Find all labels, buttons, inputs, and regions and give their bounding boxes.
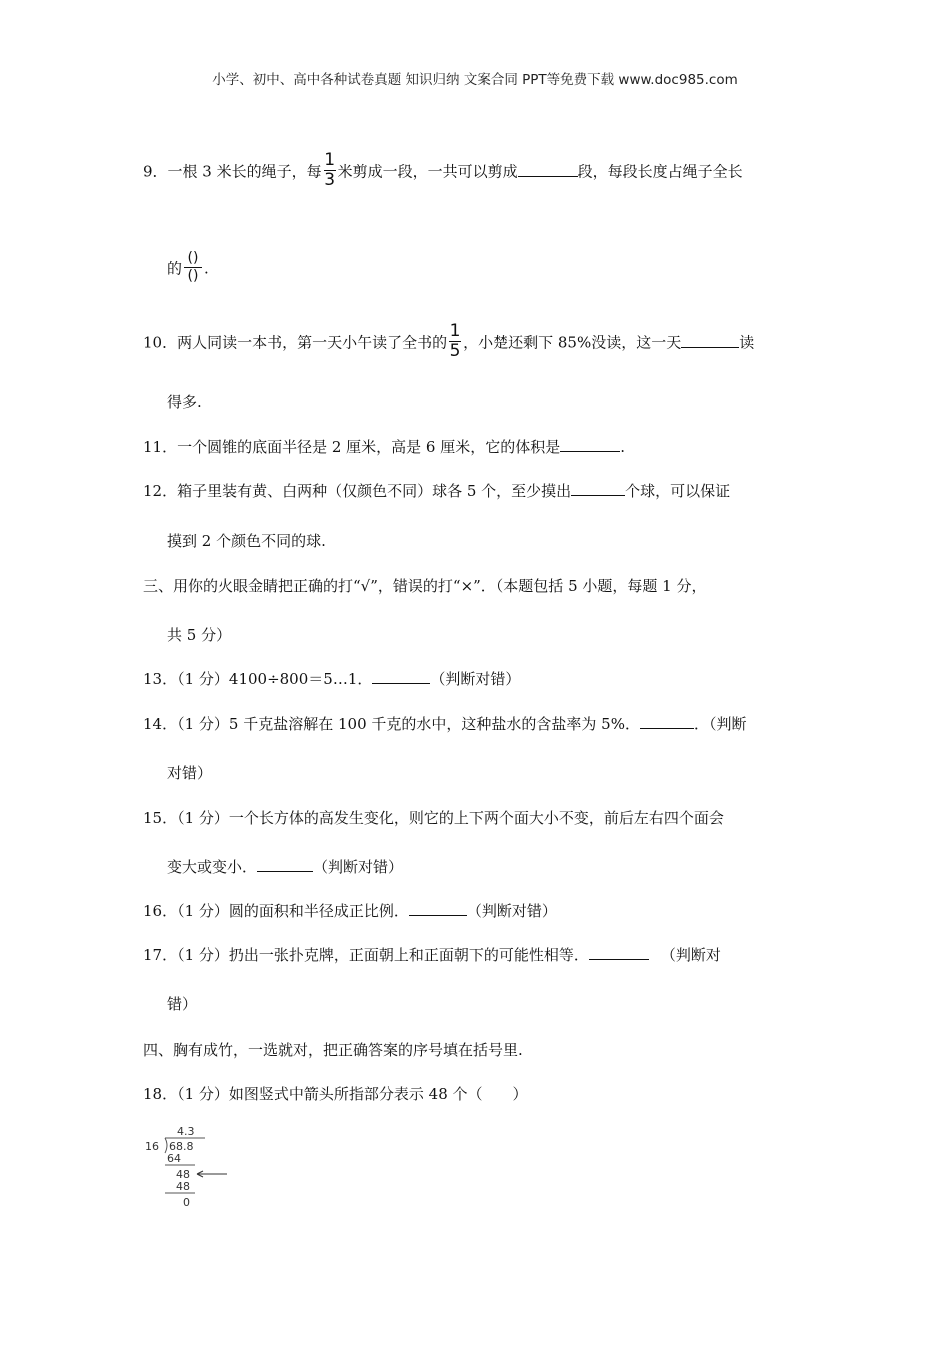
answer-blank-q11[interactable] (560, 437, 620, 452)
question-14-text-a: 14．（1 分）5 千克盐溶解在 100 千克的水中，这种盐水的含盐率为 5%． (143, 715, 640, 733)
question-9-text-e: . (204, 259, 209, 278)
question-15-line-2 (167, 857, 403, 877)
question-14-text-b: ．（判断 (693, 715, 747, 733)
question-15-text-c: （判断对错） (313, 858, 404, 876)
question-18: 18．（1 分）如图竖式中箭头所指部分表示 48 个（ ） (143, 1085, 528, 1103)
section-4-heading: 四、胸有成竹，一选就对，把正确答案的序号填在括号里. (143, 1041, 523, 1059)
fraction-denominator: 3 (324, 170, 336, 190)
section-3-heading-line-1: 三、用你的火眼金睛把正确的打“√”，错误的打“×”．（本题包括 5 小题，每题 1 分， (143, 577, 707, 595)
question-15-line-1: 15．（1 分）一个长方体的高发生变化，则它的上下两个面大小不变，前后左右四个面会 (143, 809, 724, 827)
fraction-numerator: 1 (449, 321, 461, 341)
question-17-line-1 (143, 945, 721, 965)
answer-blank-q14[interactable] (640, 714, 694, 729)
question-12-line-1 (143, 481, 730, 501)
question-17-text-b: （判断对 (660, 946, 721, 964)
answer-blank-q15[interactable] (257, 857, 313, 872)
question-17-line-2: 错） (167, 995, 198, 1013)
question-10-line-2: 得多. (167, 393, 202, 411)
question-10-text-a: 10．两人同读一本书，第一天小午读了全书的 (143, 333, 448, 352)
question-9-line-1 (143, 150, 743, 191)
answer-blank-q10[interactable] (681, 333, 739, 348)
question-9-text-a: 9．一根 3 米长的绳子，每 (143, 162, 322, 181)
question-9-line-2 (167, 250, 209, 286)
fraction-one-fifth (449, 323, 461, 360)
answer-blank-q9[interactable] (518, 162, 578, 177)
question-12-line-2: 摸到 2 个颜色不同的球. (167, 532, 326, 550)
question-13 (143, 669, 520, 689)
answer-blank-q12[interactable] (571, 481, 625, 496)
question-9-text-c: 段，每段长度占绳子全长 (577, 162, 743, 181)
question-9-text-b: 米剪成一段，一共可以剪成 (337, 162, 518, 181)
long-division-figure (143, 1123, 253, 1219)
division-bracket (165, 1138, 167, 1153)
question-9-text-d: 的 (167, 259, 183, 278)
question-17-text-a: 17．（1 分）扔出一张扑克牌，正面朝上和正面朝下的可能性相等． (143, 946, 589, 964)
question-14-line-1 (143, 714, 746, 734)
question-10-text-c: 读 (739, 333, 755, 352)
question-12-text-a: 12．箱子里装有黄、白两种（仅颜色不同）球各 5 个，至少摸出 (143, 482, 572, 500)
answer-blank-q16[interactable] (409, 901, 467, 916)
fraction-denominator-blank: () (187, 268, 199, 284)
division-divisor: 16 (145, 1140, 159, 1153)
division-remainder-1: 48 (176, 1168, 190, 1181)
division-subtrahend-2: 48 (176, 1180, 190, 1193)
division-quotient: 4.3 (177, 1125, 195, 1138)
fraction-blank-parentheses[interactable] (184, 251, 202, 284)
question-12-text-b: 个球，可以保证 (625, 482, 731, 500)
answer-blank-q17[interactable] (589, 945, 649, 960)
question-10-line-1 (143, 321, 755, 362)
fraction-denominator: 5 (449, 341, 461, 361)
division-dividend: 68.8 (169, 1140, 194, 1153)
question-13-text-b: （判断对错） (430, 670, 521, 688)
question-14-line-2: 对错） (167, 764, 213, 782)
division-subtrahend-1: 64 (167, 1152, 181, 1165)
question-11-text-a: 11．一个圆锥的底面半径是 2 厘米，高是 6 厘米，它的体积是 (143, 438, 561, 456)
fraction-numerator-blank: () (187, 250, 199, 266)
question-10-text-b: ，小楚还剩下 85%没读，这一天 (463, 333, 682, 352)
division-remainder-2: 0 (183, 1196, 190, 1209)
page-header-banner: 小学、初中、高中各种试卷真题 知识归纳 文案合同 PPT等免费下载 www.doc985.com (212, 72, 738, 88)
question-16-text-a: 16．（1 分）圆的面积和半径成正比例． (143, 902, 409, 920)
answer-blank-q13[interactable] (372, 669, 430, 684)
section-3-heading-line-2: 共 5 分） (167, 626, 232, 644)
question-15-text-b: 变大或变小． (167, 858, 258, 876)
question-16 (143, 901, 557, 921)
question-11 (143, 437, 625, 457)
question-16-text-b: （判断对错） (466, 902, 557, 920)
question-11-text-b: . (620, 438, 626, 456)
fraction-numerator: 1 (324, 150, 336, 170)
question-13-text-a: 13．（1 分）4100÷800＝5…1． (143, 670, 373, 688)
fraction-one-third (324, 152, 336, 189)
